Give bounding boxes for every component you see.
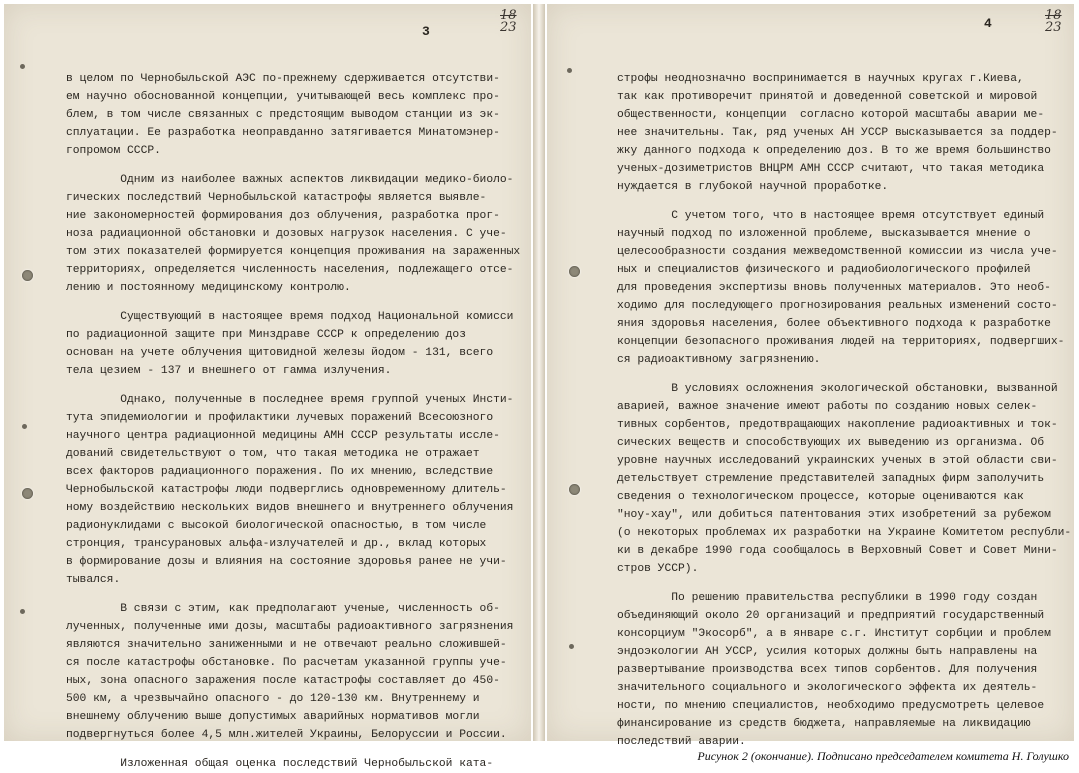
page-number: 4	[984, 16, 992, 31]
paper-speck	[20, 609, 25, 614]
punch-hole-icon	[569, 266, 580, 277]
right-page-body-text	[617, 70, 1072, 751]
paragraph: По решению правительства республики в 1990 году создан объединяющий около 20 организаций и предприятий государственный консорциум "Экосорб", а в январе с.г. Институт сорбции и проблем эндоэкологии АН УССР, усилия которых должны быть направлены на развертывание производства всех типов сорбентов. Для получения значительного социального и экологического эффекта их деятель- ности, по мнению специалистов, необходимо предусмотреть целевое финансирование из средств бюджета, направляемые на ликвидацию последствий аварии.	[617, 592, 1051, 748]
punch-hole-icon	[22, 488, 33, 499]
right-document-page	[547, 4, 1074, 748]
paper-speck	[22, 424, 27, 429]
paragraph: В связи с этим, как предполагают ученые, численность об- лученных, полученные ими дозы, масштабы радиоактивного загрязнения являются значительно заниженными и не отвечают реально сложившей- ся после катастрофы обстановке. По расчетам указанной группы уче- ных, зона опасного заражения после катастрофы составляет до 450- 500 км, а чрезвычайно опасного - до 120-130 км. Внутреннему и внешнему облучению выше допустимых аварийных нормативов могли подвергнуться более 4,5 млн.жителей Украины, Белоруссии и России.	[66, 603, 514, 741]
paragraph: В условиях осложнения экологической обстановки, вызванной аварией, важное значение имеют работы по созданию новых селек- тивных сорбентов, предотвращающих накопление радиоактивных и ток- сических веществ и способствующих их выведению из организма. Об уровне научных исследований украинских ученых в этой области сви- детельствует стремление представителей западных фирм заполучить сведения о технологическом процессе, которые оцениваются как "ноу-хау", или добиться патентования этих изобретений за рубежом (о некоторых проблемах их разработки на Украине Комитетом республи- ки в декабре 1990 года сообщалось в Верховный Совет и Совет Мини- стров УССР).	[617, 383, 1072, 575]
paragraph: С учетом того, что в настоящее время отсутствует единый научный подход по изложенной проблеме, высказывается мнение о целесообразности создания межведомственной комиссии из числа уче- ных и специалистов физического и радиобиологического профилей для проведения экспертизы вновь полученных материалов. Это необ- ходимо для последующего прогнозирования реальных изменений состо- яния здоровья населения, более объективного подхода к разработке концепции безопасного проживания людей на территориях, подвергших- ся радиоактивному загрязнению.	[617, 210, 1065, 366]
handwritten-page-annotation: 18 23	[1045, 8, 1062, 35]
paragraph: Изложенная общая оценка последствий Чернобыльской ката-	[66, 758, 494, 770]
page-binding-gutter	[533, 4, 545, 741]
paragraph: Одним из наиболее важных аспектов ликвидации медико-биоло- гических последствий Чернобыльской катастрофы является выявле- ние закономерностей формирования доз облучения, разработка прог- ноза радиационной обстановки и дозовых нагрузок населения. С уче- том этих показателей формируется концепция проживания на зараженных территориях, определяется численность населения, подлежащего отсе- лению и постоянному медицинскому контролю.	[66, 174, 521, 294]
paragraph: Существующий в настоящее время подход Национальной комисси по радиационной защите при Минздраве СССР к определению доз основан на учете облучения щитовидной железы йодом - 131, всего тела цезием - 137 и внешнего от гамма излучения.	[66, 311, 514, 377]
paper-speck	[567, 68, 572, 73]
paragraph: в целом по Чернобыльской АЭС по-прежнему сдерживается отсутстви- ем научно обоснованной концепции, учитывающей весь комплекс про- блем, в том числе связанных с предстоящим выводом станции из эк- сплуатации. Ее разработка неоправданно затягивается Минатомэнер- гопромом СССР.	[66, 73, 500, 157]
paragraph: Однако, полученные в последнее время группой ученых Инсти- тута эпидемиологии и профилактики лучевых поражений Всесоюзного научного центра радиационной медицины АМН СССР результаты иссле- дований свидетельствуют о том, что такая методика не отражает всех факторов радиационного поражения. По их мнению, вследствие Чернобыльской катастрофы люди подверглись одновременному длитель- ному воздействию нескольких видов внешнего и внутреннего облучения радионуклидами с высокой биологической опасностью, в том числе стронция, трансурановых альфа-излучателей и др., вклад которых в формирование дозы и влияния на состояние здоровья ранее не учи- тывался.	[66, 394, 514, 586]
page-number: 3	[422, 24, 430, 39]
paper-speck	[20, 64, 25, 69]
punch-hole-icon	[22, 270, 33, 281]
paper-speck	[569, 644, 574, 649]
handwritten-page-annotation: 18 23	[500, 8, 517, 35]
paragraph: строфы неоднозначно воспринимается в научных кругах г.Киева, так как противоречит принятой и доведенной советской и мировой общественности, концепции согласно которой масштабы аварии ме- нее значительны. Так, ряд ученых АН УССР высказывается за поддер- жку данного подхода к определению доз. В то же время большинство ученых-дозиметристов ВНЦРМ АМН СССР считают, что такая методика нуждается в глубокой научной проработке.	[617, 73, 1058, 193]
punch-hole-icon	[569, 484, 580, 495]
left-page-body-text	[66, 70, 534, 773]
left-document-page	[4, 4, 531, 770]
figure-caption: Рисунок 2 (окончание). Подписано председателем комитета Н. Голушко	[697, 749, 1069, 763]
